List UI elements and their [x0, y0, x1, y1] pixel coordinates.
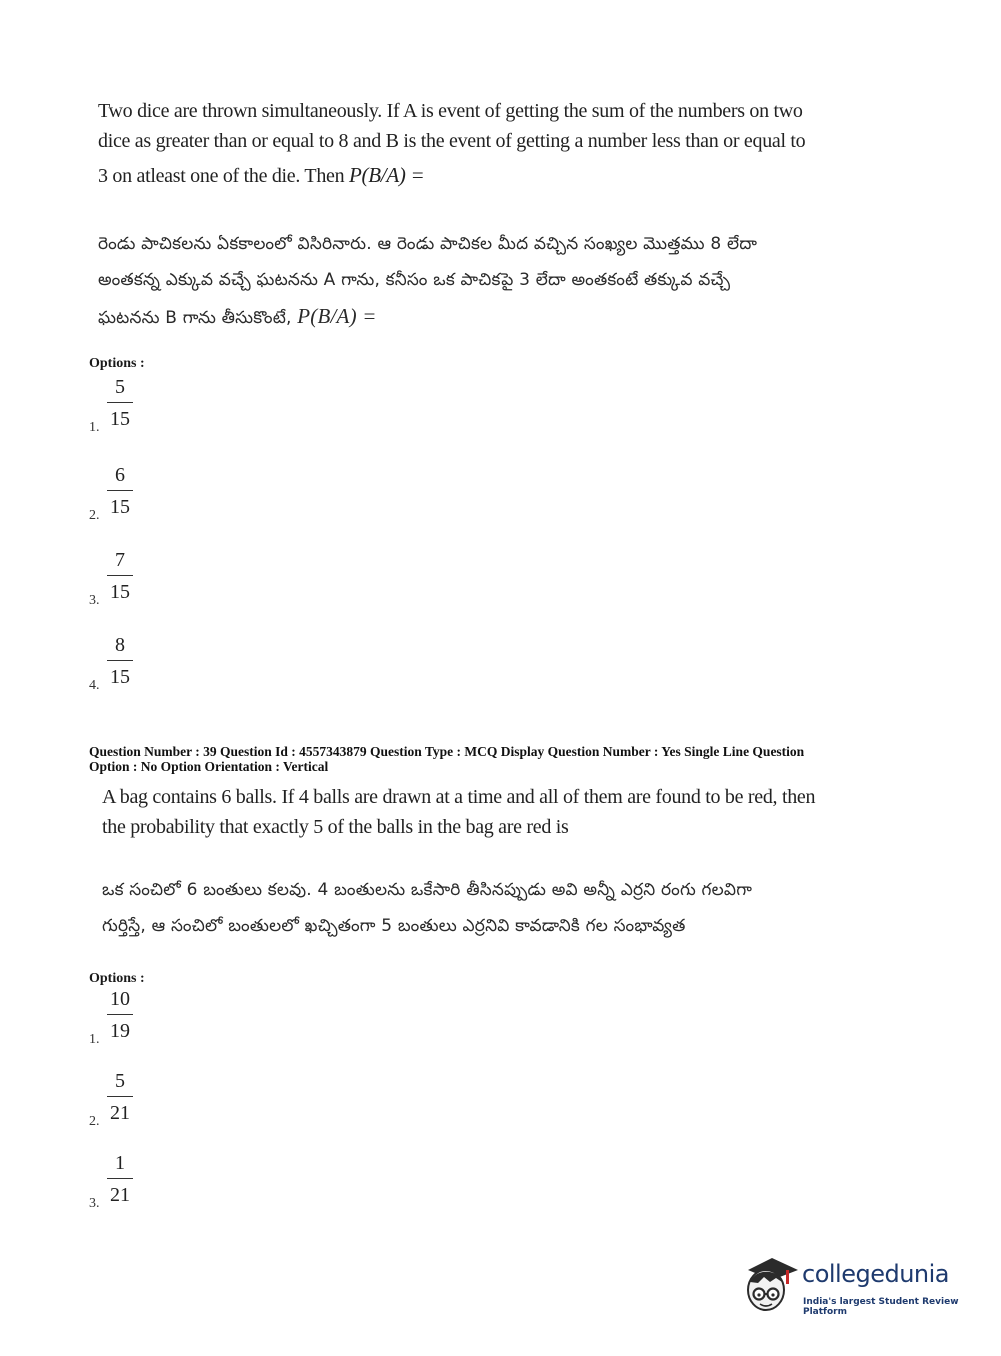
q38-option-3[interactable] [89, 547, 169, 609]
fraction-bar [107, 490, 133, 491]
logo-brand-name: collegedunia [802, 1260, 950, 1288]
q39-meta-line-2: Option : No Option Orientation : Vertical [89, 759, 329, 774]
option-number: 3. [89, 593, 100, 608]
fraction [107, 986, 133, 1044]
q38-te-line-2: అంతకన్న ఎక్కువ వచ్చే ఘటనను A గాను, కనీసం ఒక పాచికపై 3 లేదా అంతకంటే తక్కువ వచ్చే [98, 270, 731, 290]
fraction-bar [107, 1014, 133, 1015]
question-38-telugu [98, 226, 878, 336]
question-39-telugu [102, 872, 882, 944]
option-number: 1. [89, 1032, 100, 1047]
fraction [107, 1068, 133, 1126]
denominator: 15 [110, 496, 130, 518]
q38-en-line-1: Two dice are thrown simultaneously. If A is event of getting the sum of the numbers on two [98, 100, 803, 122]
fraction [107, 462, 133, 520]
numerator: 8 [115, 634, 125, 656]
numerator: 6 [115, 464, 125, 486]
option-number: 2. [89, 1114, 100, 1129]
numerator: 10 [110, 988, 130, 1010]
fraction [107, 374, 133, 432]
numerator: 1 [115, 1152, 125, 1174]
q39-meta [89, 744, 889, 774]
mascot-icon [742, 1252, 800, 1314]
denominator: 15 [110, 408, 130, 430]
fraction-bar [107, 1178, 133, 1179]
denominator: 19 [110, 1020, 130, 1042]
q38-te-math: P(B/A) = [297, 304, 377, 328]
denominator: 21 [110, 1184, 130, 1206]
q39-te-line-1: ఒక సంచిలో 6 బంతులు కలవు. 4 బంతులను ఒకేసారి తీసినప్పుడు అవి అన్నీ ఎర్రని రంగు గలవిగా [102, 880, 753, 900]
q38-en-line-2: dice as greater than or equal to 8 and B is the event of getting a number less than or equal to [98, 130, 806, 152]
option-number: 3. [89, 1196, 100, 1211]
q38-en-line-3-text: 3 on atleast one of the die. Then [98, 165, 350, 187]
q38-te-line-3 [98, 298, 878, 336]
denominator: 15 [110, 581, 130, 603]
q38-en-math: P(B/A) = [349, 163, 425, 187]
q39-option-3[interactable] [89, 1150, 169, 1212]
option-number: 2. [89, 508, 100, 523]
fraction [107, 632, 133, 690]
q39-en-line-2: the probability that exactly 5 of the balls in the bag are red is [102, 816, 569, 838]
option-number: 1. [89, 420, 100, 435]
q39-te-line-2: గుర్తిస్తే, ఆ సంచిలో బంతులలో ఖచ్చితంగా 5 బంతులు ఎర్రనివి కావడానికి గల సంభావ్యత [102, 916, 686, 936]
fraction-bar [107, 575, 133, 576]
q38-options-label: Options : [89, 356, 145, 371]
option-number: 4. [89, 678, 100, 693]
denominator: 21 [110, 1102, 130, 1124]
fraction-bar [107, 402, 133, 403]
fraction [107, 1150, 133, 1208]
numerator: 5 [115, 1070, 125, 1092]
q39-options-label: Options : [89, 971, 145, 986]
logo-tagline: India's largest Student Review Platform [803, 1297, 959, 1317]
q38-te-line-3-text: ఘటనను B గాను తీసుకొంటే, [98, 308, 298, 328]
fraction [107, 547, 133, 605]
collegedunia-logo[interactable] [742, 1252, 972, 1322]
q38-option-1[interactable] [89, 374, 169, 436]
numerator: 7 [115, 549, 125, 571]
q39-meta-line-1: Question Number : 39 Question Id : 4557343879 Question Type : MCQ Display Question Number : Yes Single Line Question [89, 744, 805, 759]
q39-en-line-1: A bag contains 6 balls. If 4 balls are drawn at a time and all of them are found to be red, then [102, 786, 816, 808]
fraction-bar [107, 660, 133, 661]
fraction-bar [107, 1096, 133, 1097]
q38-option-4[interactable] [89, 632, 169, 694]
q39-option-1[interactable] [89, 986, 169, 1048]
denominator: 15 [110, 666, 130, 688]
q38-te-line-1: రెండు పాచికలను ఏకకాలంలో విసిరినారు. ఆ రెండు పాచికల మీద వచ్చిన సంఖ్యల మొత్తము 8 లేదా [98, 234, 758, 254]
question-38-english [98, 96, 878, 191]
question-39-english [102, 782, 882, 842]
q39-option-2[interactable] [89, 1068, 169, 1130]
q38-en-line-3 [98, 160, 878, 191]
q38-option-2[interactable] [89, 462, 169, 524]
numerator: 5 [115, 376, 125, 398]
